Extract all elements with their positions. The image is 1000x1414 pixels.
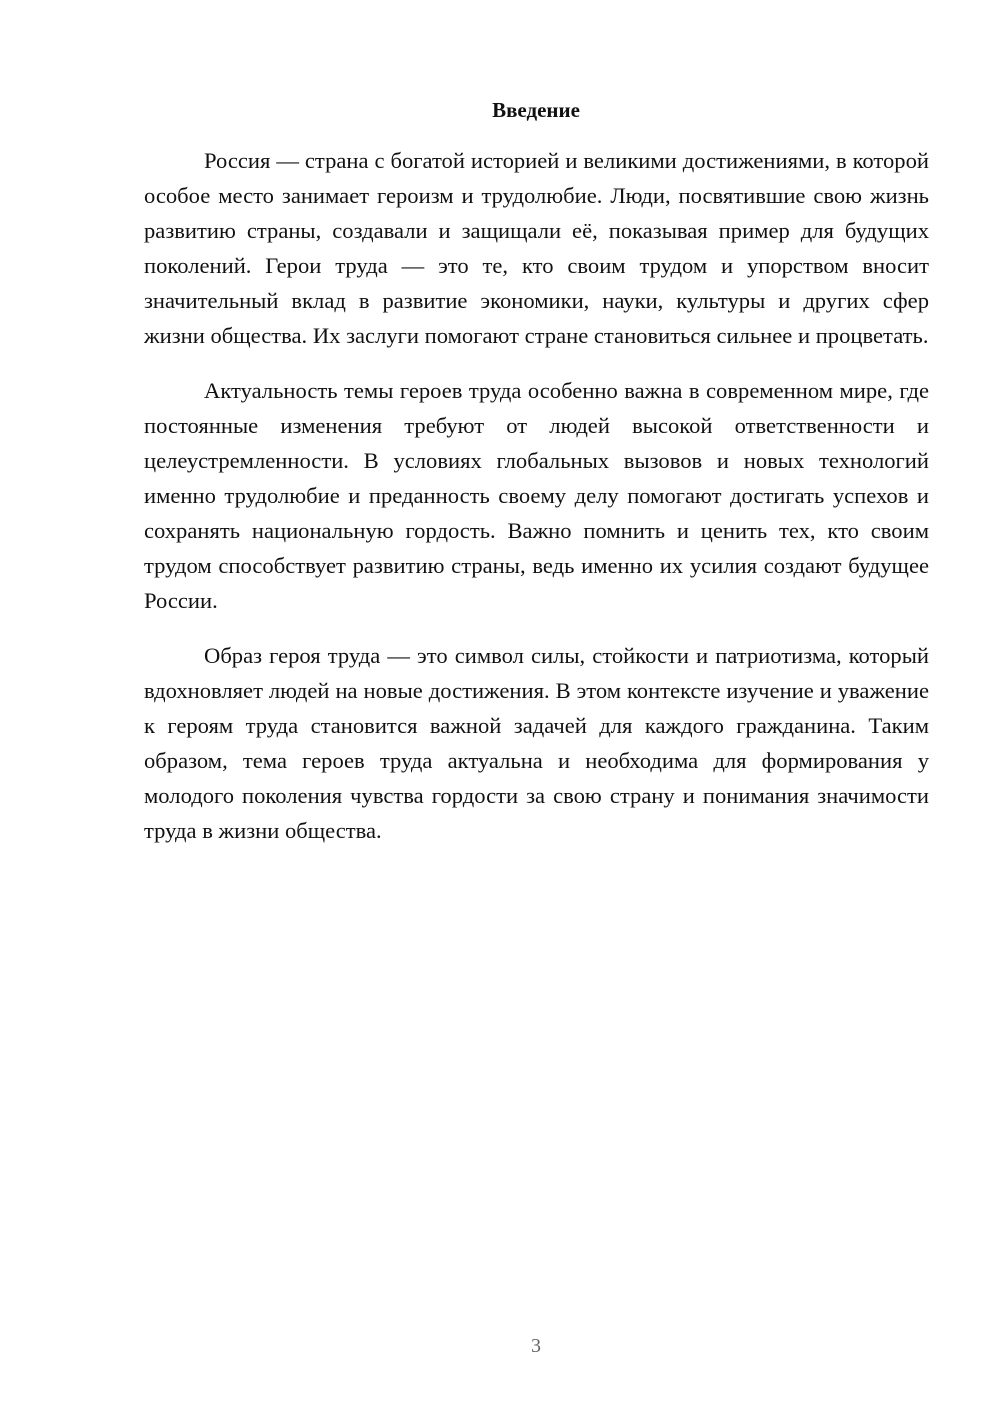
paragraph-1: Россия — страна с богатой историей и великими достижениями, в которой особое место занимает героизм и трудолюбие. Люди, посвятившие свою жизнь развитию страны, создавали и защищали её, показывая пример для будущих поколений. Герои труда — это те, кто своим трудом и упорством вносит значительный вклад в развитие экономики, науки, культуры и других сфер жизни общества. Их заслуги помогают стране становиться сильнее и процветать. bbox=[144, 148, 929, 348]
page-number: 3 bbox=[531, 1335, 541, 1357]
section-heading: Введение bbox=[492, 98, 580, 122]
paragraph-2: Актуальность темы героев труда особенно важна в современном мире, где постоянные изменения требуют от людей высокой ответственности и целеустремленности. В условиях глобальных вызовов и новых технологий именно трудолюбие и преданность своему делу помогают достигать успехов и сохранять национальную гордость. Важно помнить и ценить тех, кто своим трудом способствует развитию страны, ведь именно их усилия создают будущее России. bbox=[144, 378, 929, 613]
body-text bbox=[144, 143, 929, 868]
paragraph-3: Образ героя труда — это символ силы, стойкости и патриотизма, который вдохновляет людей на новые достижения. В этом контексте изучение и уважение к героям труда становится важной задачей для каждого гражданина. Таким образом, тема героев труда актуальна и необходима для формирования у молодого поколения чувства гордости за свою страну и понимания значимости труда в жизни общества. bbox=[144, 643, 929, 843]
